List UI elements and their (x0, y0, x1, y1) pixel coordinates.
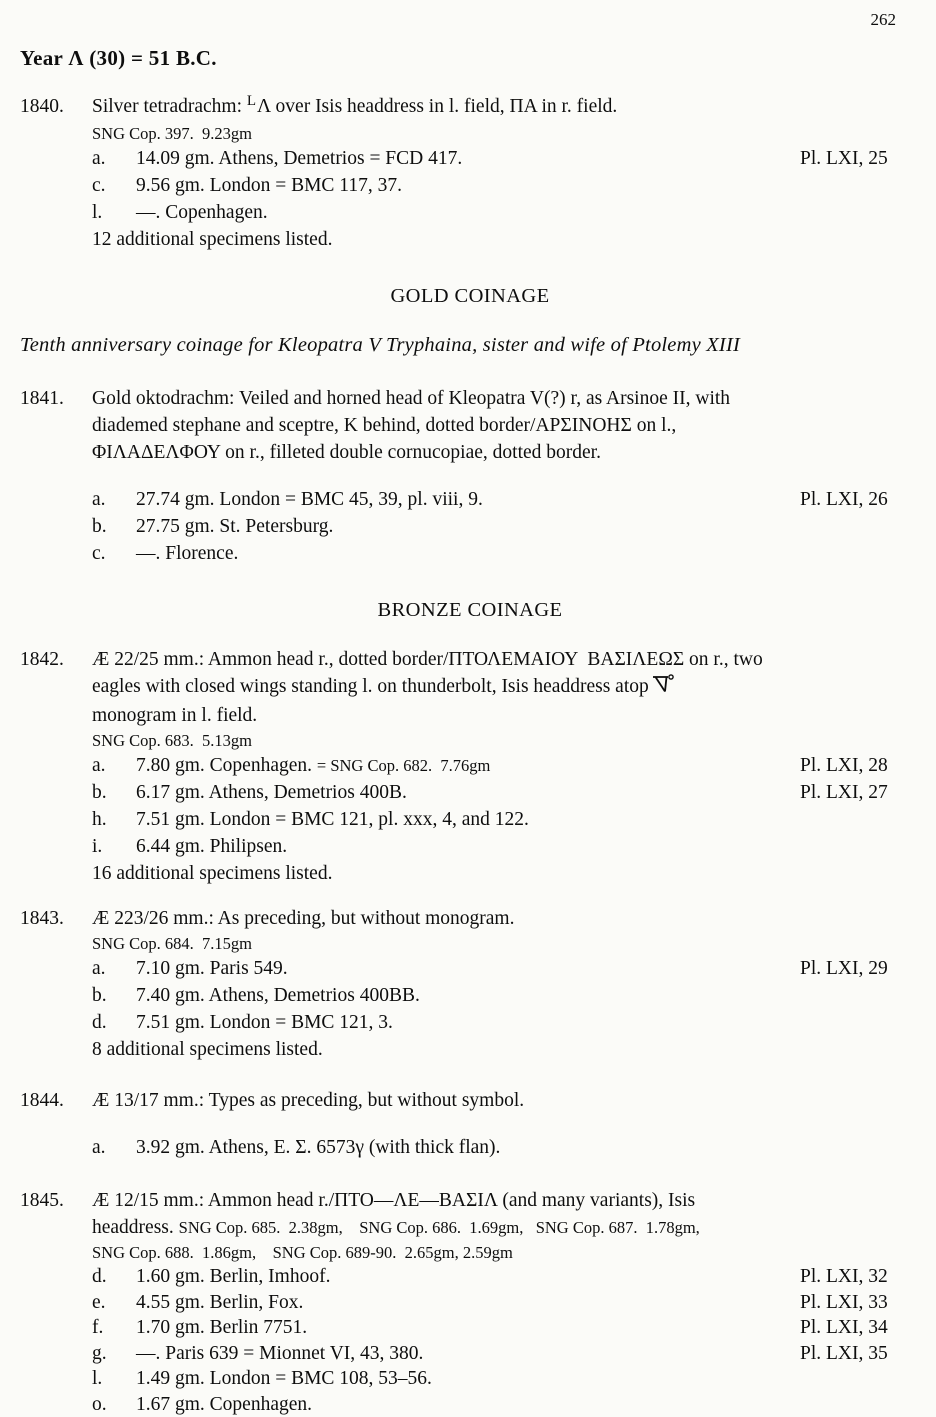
specimen-row (92, 486, 920, 513)
entry-description: diademed stephane and sceptre, Κ behind, dotted border/ΑΡΣΙΝΟΗΣ on l., (92, 412, 920, 439)
specimen-letter: e. (92, 1290, 136, 1316)
specimen-letter: l. (92, 1366, 136, 1392)
entry-description: Æ 13/17 mm.: Types as preceding, but without symbol. (92, 1087, 920, 1114)
specimen-row (92, 1366, 920, 1392)
description-text: headdress. (92, 1217, 179, 1238)
specimen-letter: b. (92, 779, 136, 806)
specimen-letter: b. (92, 982, 136, 1009)
page-number: 262 (20, 10, 920, 30)
additional-specimens-note: 8 additional specimens listed. (92, 1036, 920, 1063)
specimen-text: 3.92 gm. Athens, Ε. Σ. 6573γ (with thick flan). (136, 1134, 800, 1161)
specimen-row (92, 540, 920, 567)
specimen-row (92, 833, 920, 860)
specimen-main-text: 7.80 gm. Copenhagen. (136, 755, 317, 776)
plate-reference: Pl. LXI, 29 (800, 955, 920, 982)
plate-reference: Pl. LXI, 33 (800, 1290, 920, 1316)
specimen-row (92, 1290, 920, 1316)
sng-reference: SNG Cop. 688. 1.86gm, SNG Cop. 689-90. 2.65gm, 2.59gm (92, 1241, 920, 1264)
entry-number: 1845. (20, 1187, 92, 1214)
entry-1845 (20, 1187, 920, 1417)
specimen-text: 1.67 gm. Copenhagen. (136, 1392, 800, 1417)
specimen-row (92, 1134, 920, 1161)
entry-description (92, 1214, 920, 1241)
plate-reference (800, 199, 920, 226)
specimen-text (136, 752, 800, 779)
entry-description: Æ 12/15 mm.: Ammon head r./ΠΤΟ—ΛΕ—ΒΑΣΙΛ (and many variants), Isis (92, 1187, 920, 1214)
entry-1844 (20, 1087, 920, 1161)
description-text: Silver tetradrachm: (92, 96, 247, 117)
entry-description: monogram in l. field. (92, 702, 920, 729)
specimen-letter: h. (92, 806, 136, 833)
sng-reference: SNG Cop. 685. 2.38gm, SNG Cop. 686. 1.69gm, SNG Cop. 687. 1.78gm, (179, 1218, 700, 1237)
specimen-text: 7.51 gm. London = BMC 121, pl. xxx, 4, and 122. (136, 806, 800, 833)
specimen-text: 6.44 gm. Philipsen. (136, 833, 800, 860)
entry-number: 1842. (20, 646, 92, 673)
specimen-letter: c. (92, 172, 136, 199)
regnal-year-sign: L (247, 88, 256, 115)
specimen-row (92, 1341, 920, 1367)
monogram-icon (652, 674, 674, 702)
specimen-letter: l. (92, 199, 136, 226)
entry-number: 1840. (20, 93, 92, 120)
entry-description (92, 93, 920, 122)
specimen-letter: o. (92, 1392, 136, 1417)
specimen-row (92, 955, 920, 982)
entry-1841 (20, 385, 920, 567)
entry-description (92, 673, 920, 702)
plate-reference (800, 1009, 920, 1036)
specimen-row (92, 806, 920, 833)
plate-reference: Pl. LXI, 27 (800, 779, 920, 806)
specimen-text: 4.55 gm. Berlin, Fox. (136, 1290, 800, 1316)
plate-reference: Pl. LXI, 26 (800, 486, 920, 513)
specimen-text: 14.09 gm. Athens, Demetrios = FCD 417. (136, 145, 800, 172)
section-title-gold: GOLD COINAGE (20, 285, 920, 308)
specimen-letter: a. (92, 752, 136, 779)
sng-reference: SNG Cop. 684. 7.15gm (92, 932, 920, 955)
plate-reference (800, 540, 920, 567)
entry-1842 (20, 646, 920, 887)
specimen-text: 6.17 gm. Athens, Demetrios 400B. (136, 779, 800, 806)
specimen-letter: a. (92, 1134, 136, 1161)
specimen-row (92, 1009, 920, 1036)
plate-reference: Pl. LXI, 25 (800, 145, 920, 172)
entry-description: ΦΙΛΑΔΕΛΦΟΥ on r., filleted double cornucopiae, dotted border. (92, 439, 920, 466)
specimen-row (92, 1264, 920, 1290)
specimen-row (92, 779, 920, 806)
section-title-bronze: BRONZE COINAGE (20, 599, 920, 622)
plate-reference: Pl. LXI, 28 (800, 752, 920, 779)
plate-reference (800, 513, 920, 540)
section-subtitle: Tenth anniversary coinage for Kleopatra V Tryphaina, sister and wife of Ptolemy XIII (20, 334, 920, 357)
plate-reference (800, 806, 920, 833)
specimen-row (92, 752, 920, 779)
specimen-letter: i. (92, 833, 136, 860)
additional-specimens-note: 12 additional specimens listed. (92, 226, 920, 253)
sng-reference: SNG Cop. 683. 5.13gm (92, 729, 920, 752)
specimen-letter: d. (92, 1264, 136, 1290)
specimen-text: 27.75 gm. St. Petersburg. (136, 513, 800, 540)
specimen-letter: a. (92, 486, 136, 513)
specimen-text: 7.40 gm. Athens, Demetrios 400BB. (136, 982, 800, 1009)
plate-reference (800, 1392, 920, 1417)
specimen-letter: d. (92, 1009, 136, 1036)
plate-reference (800, 982, 920, 1009)
description-text: eagles with closed wings standing l. on thunderbolt, Isis headdress atop (92, 676, 649, 697)
plate-reference (800, 1134, 920, 1161)
entry-number: 1841. (20, 385, 92, 412)
plate-reference: Pl. LXI, 34 (800, 1315, 920, 1341)
specimen-row (92, 145, 920, 172)
entry-1843 (20, 905, 920, 1063)
specimen-sng-note: = SNG Cop. 682. 7.76gm (317, 756, 490, 775)
specimen-text: —. Paris 639 = Mionnet VI, 43, 380. (136, 1341, 800, 1367)
specimen-row (92, 199, 920, 226)
specimen-text: —. Florence. (136, 540, 800, 567)
specimen-text: 7.10 gm. Paris 549. (136, 955, 800, 982)
specimen-text: —. Copenhagen. (136, 199, 800, 226)
specimen-text: 1.60 gm. Berlin, Imhoof. (136, 1264, 800, 1290)
year-heading: Year Λ (30) = 51 B.C. (20, 46, 920, 71)
entry-1840 (20, 93, 920, 253)
entry-description: Æ 22/25 mm.: Ammon head r., dotted border/ΠΤΟΛΕΜΑΙΟΥ ΒΑΣΙΛΕΩΣ on r., two (92, 646, 920, 673)
plate-reference: Pl. LXI, 35 (800, 1341, 920, 1367)
description-text: Λ over Isis headdress in l. field, ΠΑ in r. field. (257, 96, 617, 117)
plate-reference (800, 1366, 920, 1392)
specimen-text: 1.49 gm. London = BMC 108, 53–56. (136, 1366, 800, 1392)
specimen-letter: c. (92, 540, 136, 567)
specimen-row (92, 513, 920, 540)
sng-reference: SNG Cop. 397. 9.23gm (92, 122, 920, 145)
specimen-row (92, 1315, 920, 1341)
specimen-letter: a. (92, 955, 136, 982)
specimen-row (92, 982, 920, 1009)
specimen-text: 27.74 gm. London = BMC 45, 39, pl. viii, 9. (136, 486, 800, 513)
specimen-letter: f. (92, 1315, 136, 1341)
specimen-letter: b. (92, 513, 136, 540)
specimen-row (92, 1392, 920, 1417)
entry-description: Gold oktodrachm: Veiled and horned head of Kleopatra V(?) r, as Arsinoe II, with (92, 385, 920, 412)
entry-number: 1843. (20, 905, 92, 932)
plate-reference (800, 833, 920, 860)
specimen-text: 9.56 gm. London = BMC 117, 37. (136, 172, 800, 199)
specimen-row (92, 172, 920, 199)
specimen-letter: a. (92, 145, 136, 172)
specimen-text: 1.70 gm. Berlin 7751. (136, 1315, 800, 1341)
specimen-letter: g. (92, 1341, 136, 1367)
additional-specimens-note: 16 additional specimens listed. (92, 860, 920, 887)
entry-number: 1844. (20, 1087, 92, 1114)
plate-reference (800, 172, 920, 199)
plate-reference: Pl. LXI, 32 (800, 1264, 920, 1290)
specimen-text: 7.51 gm. London = BMC 121, 3. (136, 1009, 800, 1036)
entry-description: Æ 223/26 mm.: As preceding, but without monogram. (92, 905, 920, 932)
